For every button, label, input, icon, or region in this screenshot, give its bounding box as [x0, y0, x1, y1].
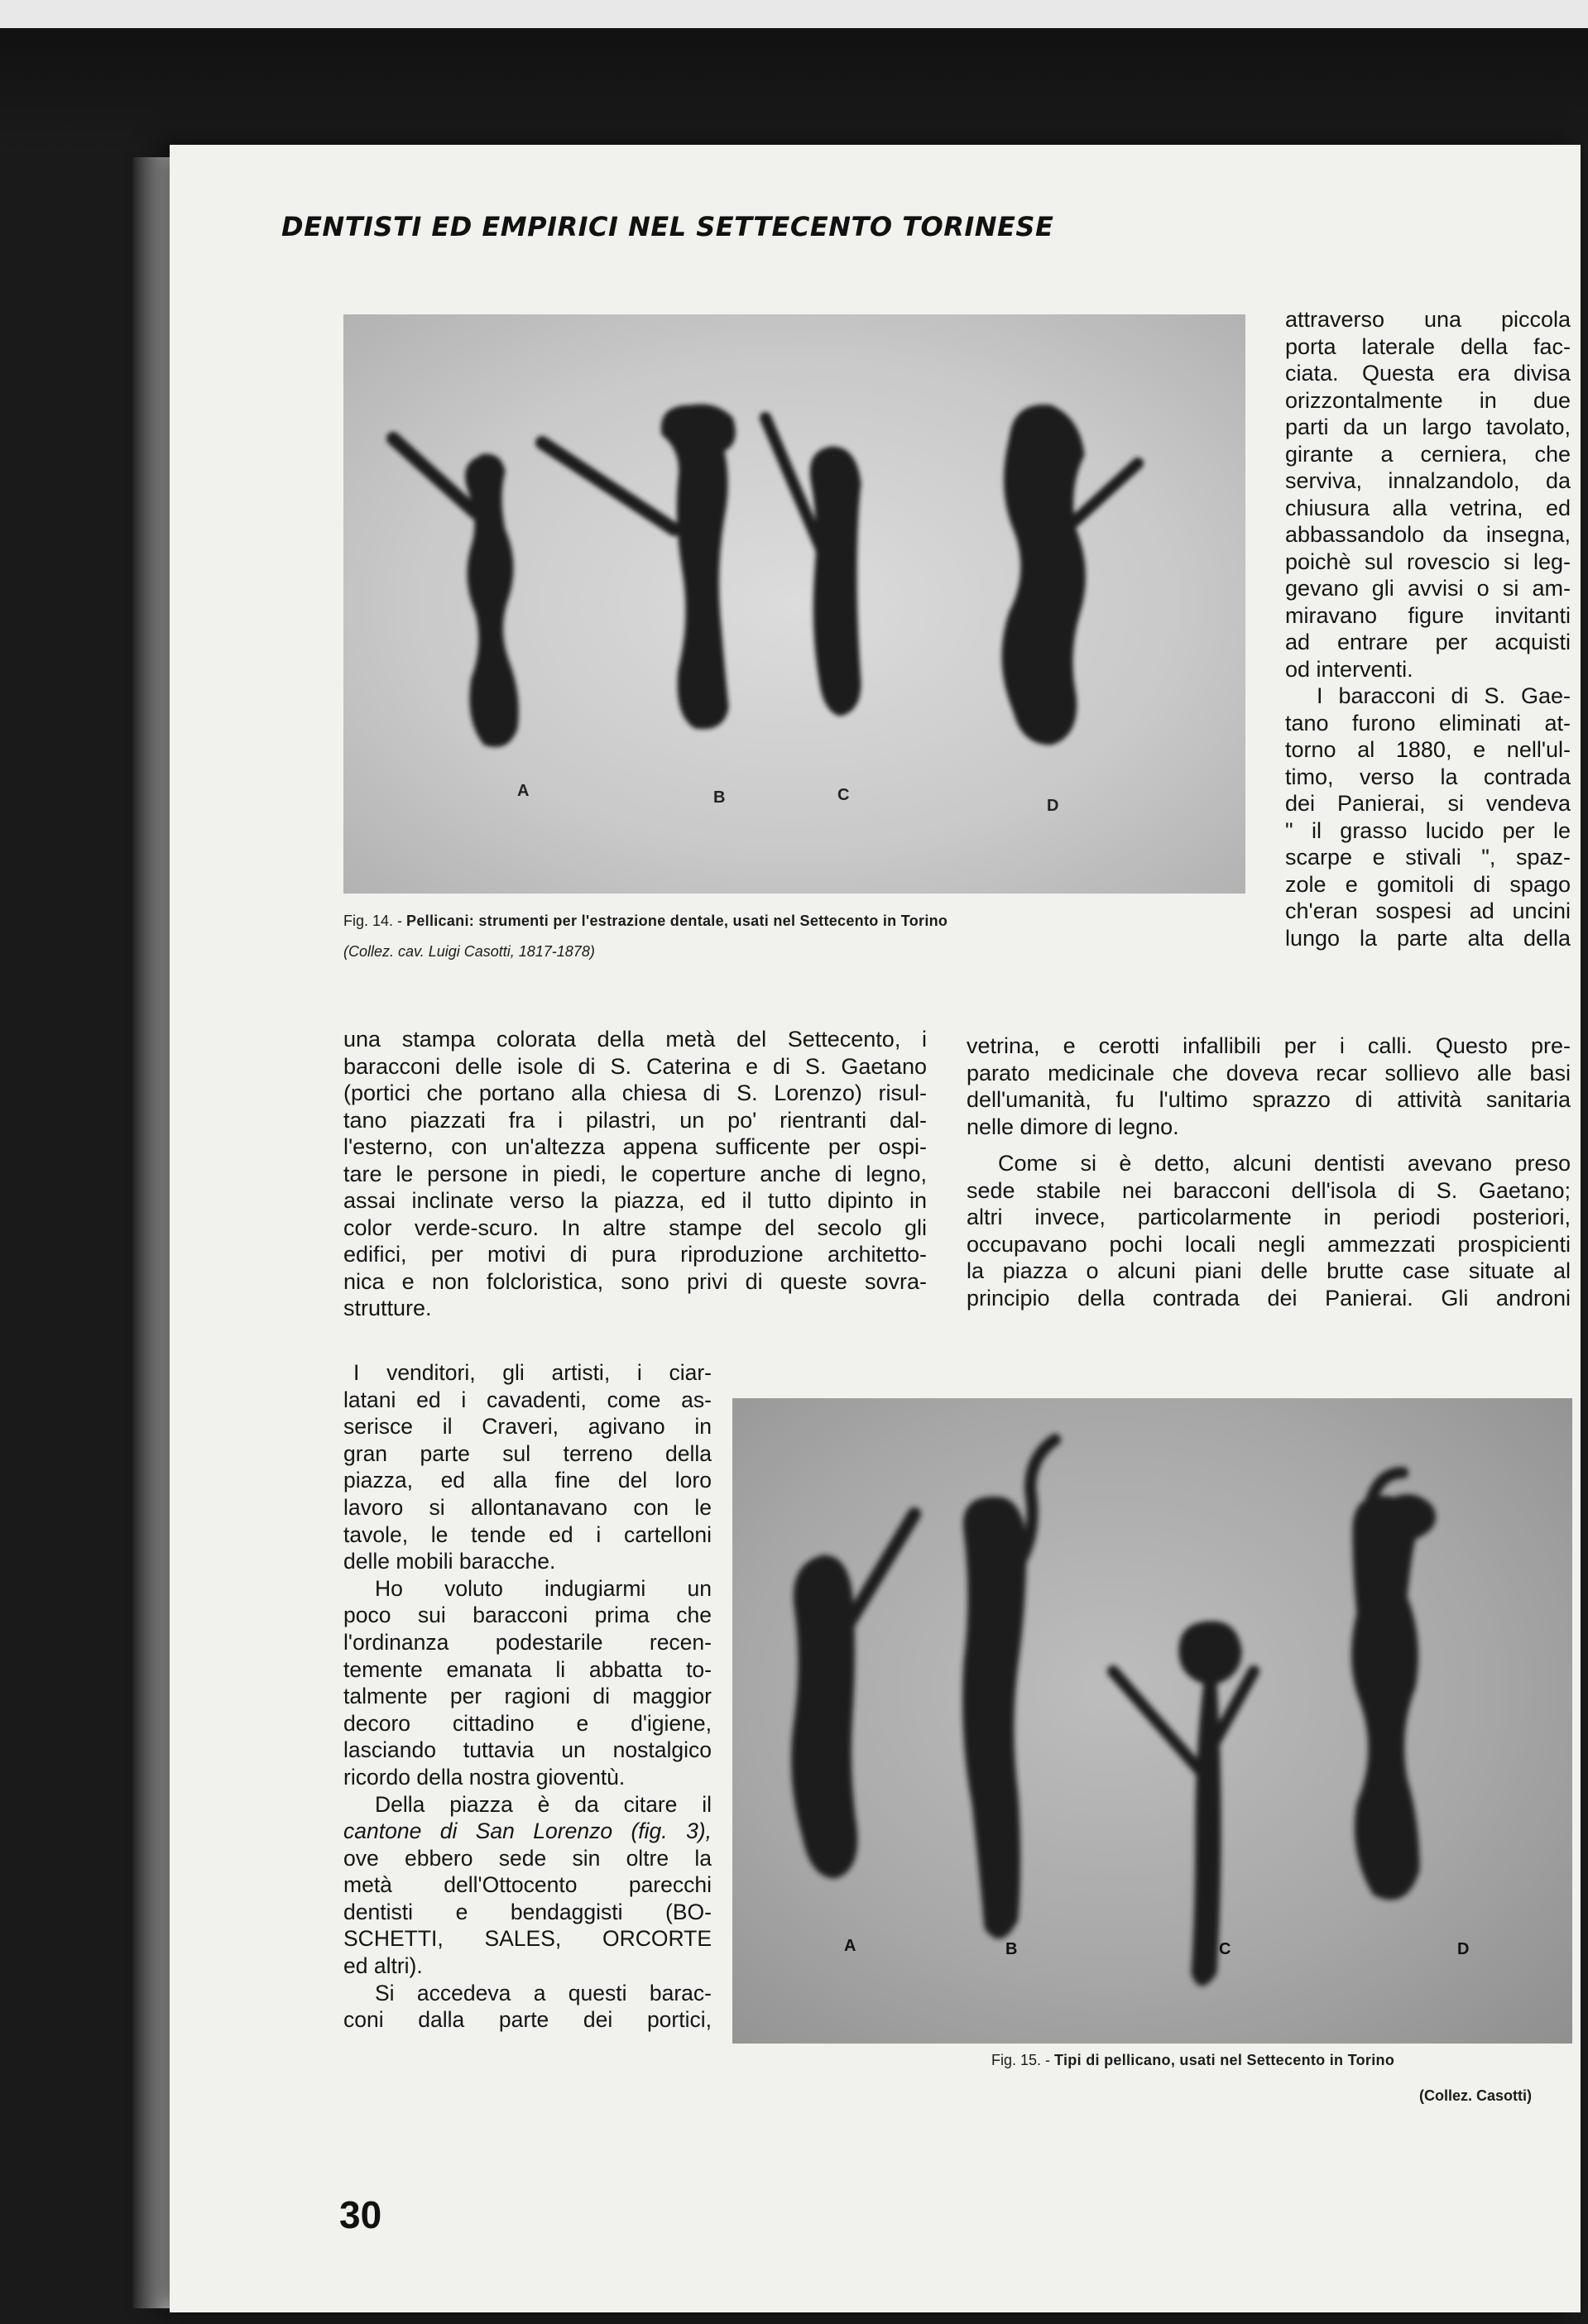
text-line: torno al 1880, e nell'ul-	[1285, 737, 1571, 762]
figure-15-caption	[991, 2052, 1394, 2069]
text-line: assai inclinate verso la piazza, ed il tutto dipinto in	[343, 1188, 927, 1213]
text-line: talmente per ragioni di maggior	[343, 1684, 712, 1709]
fig15-label-a: A	[844, 1937, 856, 1955]
text-line: ciata. Questa era divisa	[1285, 361, 1571, 386]
pellicani-instruments-illustration	[343, 314, 1245, 894]
text-line: edifici, per motivi di pura riproduzione architetto-	[343, 1242, 927, 1267]
text-line: " il grasso lucido per le	[1285, 817, 1571, 843]
fig15-caption-prefix: Fig. 15. -	[991, 2052, 1055, 2068]
text-line: I venditori, gli artisti, i ciar-	[353, 1360, 712, 1385]
fig14-label-b: B	[713, 788, 726, 807]
text-line: nelle dimore di legno.	[967, 1114, 1179, 1139]
text-line: poco sui baracconi prima che	[343, 1603, 712, 1628]
scan-shadow	[0, 28, 1588, 152]
text-line: tano furono eliminati at-	[1285, 710, 1571, 736]
text-line: principio della contrada dei Panierai. Gli androni	[967, 1285, 1571, 1311]
text-line: tano piazzati fra i pilastri, un po' rientranti dal-	[343, 1107, 927, 1133]
fig15-caption-title: Tipi di pellicano, usati nel Settecento in Torino	[1054, 2052, 1395, 2068]
text-line: l'esterno, con un'altezza appena sufficente per ospi-	[343, 1134, 927, 1159]
text-line: dell'umanità, fu l'ultimo sprazzo di attività sanitaria	[967, 1087, 1571, 1112]
text-line: piazza, ed alla fine del loro	[343, 1468, 712, 1493]
text-line: Ho voluto indugiarmi un	[375, 1575, 712, 1601]
fig15-label-d: D	[1457, 1940, 1470, 1958]
fig14-label-a: A	[517, 782, 530, 800]
figure-14-caption	[343, 913, 948, 930]
figure-15-credit: (Collez. Casotti)	[1419, 2087, 1533, 2104]
text-line: Si accedeva a questi barac-	[375, 1980, 712, 2005]
text-line: dei Panierai, si vendeva	[1285, 791, 1571, 816]
text-line: abbassandolo da insegna,	[1285, 522, 1571, 547]
left-column-bottom	[343, 1359, 712, 2034]
text-line: lavoro si allontanavano con le	[343, 1494, 712, 1520]
text-line: una stampa colorata della metà del Settecento, i	[343, 1027, 927, 1052]
text-line: chiusura alla vetrina, ed	[1285, 495, 1571, 520]
book-gutter	[132, 157, 172, 2308]
text-line: sede stabile nei baracconi dell'isola di S. Gaetano;	[967, 1177, 1571, 1203]
text-line: color verde-scuro. In altre stampe del secolo gli	[343, 1215, 927, 1240]
text-line: scarpe e stivali ", spaz-	[1285, 845, 1571, 870]
text-line: gran parte sul terreno della	[343, 1440, 712, 1466]
text-line: baracconi delle isole di S. Caterina e di S. Gaetano	[343, 1053, 927, 1079]
text-line: dentisti e bendaggisti (BO-	[343, 1899, 712, 1924]
text-line: cantone di San Lorenzo (fig. 3),	[343, 1818, 712, 1844]
page-number: 30	[339, 2193, 382, 2236]
text-line: poichè sul rovescio si leg-	[1285, 549, 1571, 574]
right-column-top	[1285, 306, 1571, 951]
text-line: latani ed i cavadenti, come as-	[343, 1387, 712, 1412]
text-line: strutture.	[343, 1296, 432, 1320]
text-line: occupavano pochi locali negli ammezzati prospicienti	[967, 1231, 1571, 1257]
text-line: SCHETTI, SALES, ORCORTE	[343, 1926, 712, 1952]
text-line: girante a cerniera, che	[1285, 441, 1571, 467]
text-line: nica e non folcloristica, sono privi di queste sovra-	[343, 1268, 927, 1294]
left-column-middle	[343, 1026, 927, 1322]
text-line: la piazza o alcuni piani delle brutte case situate al	[967, 1258, 1571, 1283]
fig14-label-d: D	[1047, 797, 1059, 815]
text-line: ch'eran sospesi ad uncini	[1285, 898, 1571, 923]
scan-border	[0, 0, 1588, 28]
text-line: lungo la parte alta della	[1285, 925, 1571, 951]
fig14-label-c: C	[837, 786, 850, 804]
text-line: miravano figure invitanti	[1285, 602, 1571, 628]
text-line: od interventi.	[1285, 656, 1413, 682]
text-line: temente emanata li abbatta to-	[343, 1656, 712, 1682]
text-line: parti da un largo tavolato,	[1285, 414, 1571, 439]
text-line: I baracconi di S. Gae-	[1317, 683, 1571, 708]
text-line: serviva, innalzandolo, da	[1285, 468, 1571, 493]
text-line: tare le persone in piedi, le coperture anche di legno,	[343, 1161, 927, 1186]
pellicano-types-illustration	[732, 1398, 1572, 2044]
text-line: ove ebbero sede sin oltre la	[343, 1845, 712, 1871]
text-line: coni dalla parte dei portici,	[343, 2007, 712, 2033]
text-line: zole e gomitoli di spago	[1285, 871, 1571, 897]
text-line: ed altri).	[343, 1953, 423, 1979]
running-head: DENTISTI ED EMPIRICI NEL SETTECENTO TORINESE	[281, 211, 1054, 242]
text-line: ricordo della nostra gioventù.	[343, 1764, 626, 1790]
text-line: lasciando tuttavia un nostalgico	[343, 1737, 712, 1763]
text-line: gevano gli avvisi o si am-	[1285, 576, 1571, 601]
right-column-middle	[967, 1033, 1571, 1311]
text-line: ad entrare per acquisti	[1285, 630, 1571, 654]
fig15-label-b: B	[1005, 1940, 1018, 1958]
text-line: delle mobili baracche.	[343, 1549, 556, 1574]
text-line: tavole, le tende ed i cartelloni	[343, 1521, 712, 1547]
figure-14-photo	[343, 314, 1245, 894]
text-line: metà dell'Ottocento parecchi	[343, 1872, 712, 1898]
text-line: decoro cittadino e d'igiene,	[343, 1710, 712, 1736]
text-line: serisce il Craveri, agivano in	[343, 1414, 712, 1440]
text-line: Della piazza è da citare il	[375, 1791, 712, 1817]
fig14-caption-title: Pellicani: strumenti per l'estrazione dentale, usati nel Settecento in Torino	[406, 913, 948, 929]
text-line: Come si è detto, alcuni dentisti avevano preso	[998, 1151, 1571, 1176]
fig15-label-c: C	[1219, 1940, 1231, 1958]
text-line: attraverso una piccola	[1285, 307, 1571, 332]
figure-14-credit: (Collez. cav. Luigi Casotti, 1817-1878)	[343, 943, 595, 960]
text-line: parato medicinale che doveva recar sollievo alle basi	[967, 1060, 1571, 1085]
figure-15-photo	[732, 1398, 1572, 2044]
text-line: orizzontalmente in due	[1285, 387, 1571, 413]
text-line: vetrina, e cerotti infallibili per i calli. Questo pre-	[967, 1033, 1571, 1058]
text-line: timo, verso la contrada	[1285, 764, 1571, 789]
text-line: l'ordinanza podestarile recen-	[343, 1629, 712, 1655]
text-line: altri invece, particolarmente in periodi posteriori,	[967, 1205, 1571, 1229]
fig14-caption-prefix: Fig. 14. -	[343, 913, 407, 929]
text-line: porta laterale della fac-	[1285, 333, 1571, 359]
text-line: (portici che portano alla chiesa di S. Lorenzo) risul-	[343, 1081, 927, 1105]
